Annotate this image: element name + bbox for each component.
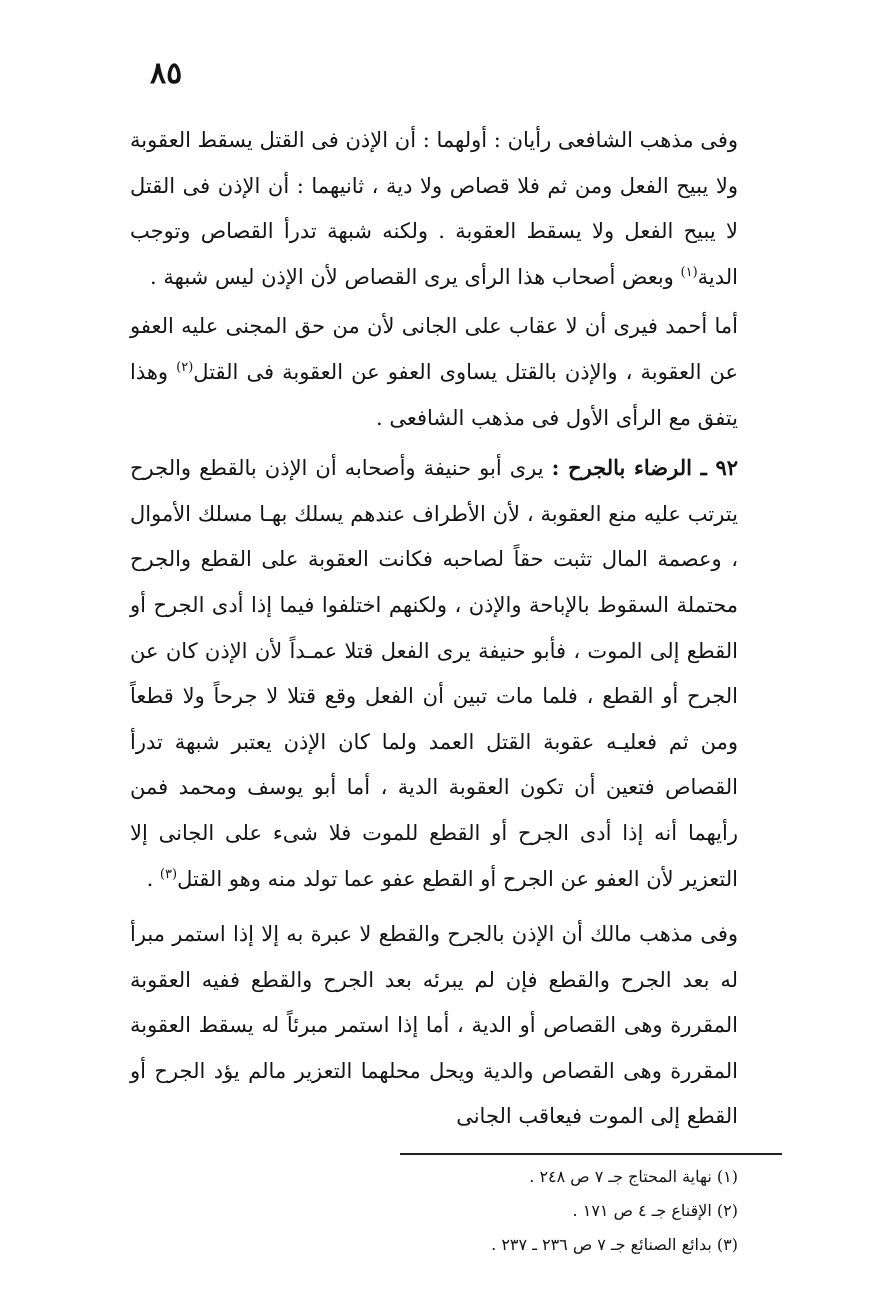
footnote-divider — [400, 1153, 782, 1155]
paragraph-text: وفى مذهب الشافعى رأيان : أولهما : أن الإذن فى القتل يسقط العقوبة ولا يبيح الفعل ومن ثم فلا قصاص ولا دية ، ثانيهما : أن الإذن فى القتل لا يبيح الفعل ولا يسقط العقوبة . ولكنه شبهة تدرأ القصاص وتوجب الدية — [130, 128, 738, 289]
footnote-ref: (٣) — [159, 866, 178, 882]
footnote-2: (٢) الإقناع جـ ٤ ص ١٧١ . — [572, 1201, 738, 1220]
footnote-1: (١) نهاية المحتاج جـ ٧ ص ٢٤٨ . — [529, 1167, 738, 1186]
paragraph-tail: . — [146, 866, 160, 891]
section-heading: ٩٢ ـ الرضاء بالجرح : — [551, 455, 738, 481]
paragraph-ahmad — [130, 304, 738, 441]
footnote-3: (٣) بدائع الصنائع جـ ٧ ص ٢٣٦ ـ ٢٣٧ . — [491, 1235, 738, 1254]
footnote-ref: (١) — [680, 264, 698, 280]
paragraph-tail: وهذا يتفق مع الرأى الأول فى مذهب الشافعى . — [130, 359, 738, 430]
paragraph-text: وفى مذهب مالك أن الإذن بالجرح والقطع لا عبرة به إلا إذا استمر مبرأ له بعد الجرح والقطع فإن لم يبرئه بعد الجرح والقطع ففيه العقوبة المقررة وهى القصاص أو الدية ، أما إذا استمر مبرئاً له يسقط العقوبة المقررة وهى القصاص والدية ويحل محلهما التعزير مالم يؤد الجرح أو القطع إلى الموت فيعاقب الجانى — [130, 922, 738, 1129]
paragraph-malik — [130, 912, 738, 1140]
footnote-ref: (٢) — [176, 359, 194, 375]
paragraph-text: يرى أبو حنيفة وأصحابه أن الإذن بالقطع والجرح يترتب عليه منع العقوبة ، لأن الأطراف عندهم يسلك بهـا مسلك الأموال ، وعصمة المال تثبت حقاً لصاحبه فكانت العقوبة على القطع والجرح محتملة السقوط بالإباحة والإذن ، ولكنهم اختلفوا فيما إذا أدى الجرح أو القطع إلى الموت ، فأبو حنيفة يرى الفعل قتلا عمـداً لأن الإذن كان عن الجرح أو القطع ، فلما مات تبين أن الفعل وقع قتلا لا جرحاً ولا قطعاً ومن ثم فعليـه عقوبة القتل العمد ولما كان الإذن يعتبر شبهة تدرأ القصاص فتعين أن تكون العقوبة الدية ، أما أبو يوسف ومحمد فمن رأيهما أنه إذا أدى الجرح أو القطع للموت فلا شىء على الجانى إلا التعزير لأن العفو عن الجرح أو القطع عفو عما تولد منه وهو القتل — [130, 456, 738, 891]
paragraph-section-92 — [130, 445, 738, 902]
paragraph-tail: وبعض أصحاب هذا الرأى يرى القصاص لأن الإذن ليس شبهة . — [150, 264, 681, 289]
main-text — [130, 118, 738, 1140]
page-number: ٨٥ — [150, 56, 183, 91]
paragraph-text: أما أحمد فيرى أن لا عقاب على الجانى لأن من حق المجنى عليه العفو عن العقوبة ، والإذن بالقتل يساوى العفو عن العقوبة فى القتل — [130, 314, 739, 384]
footnotes — [380, 1160, 738, 1262]
paragraph-shafii — [130, 118, 738, 300]
